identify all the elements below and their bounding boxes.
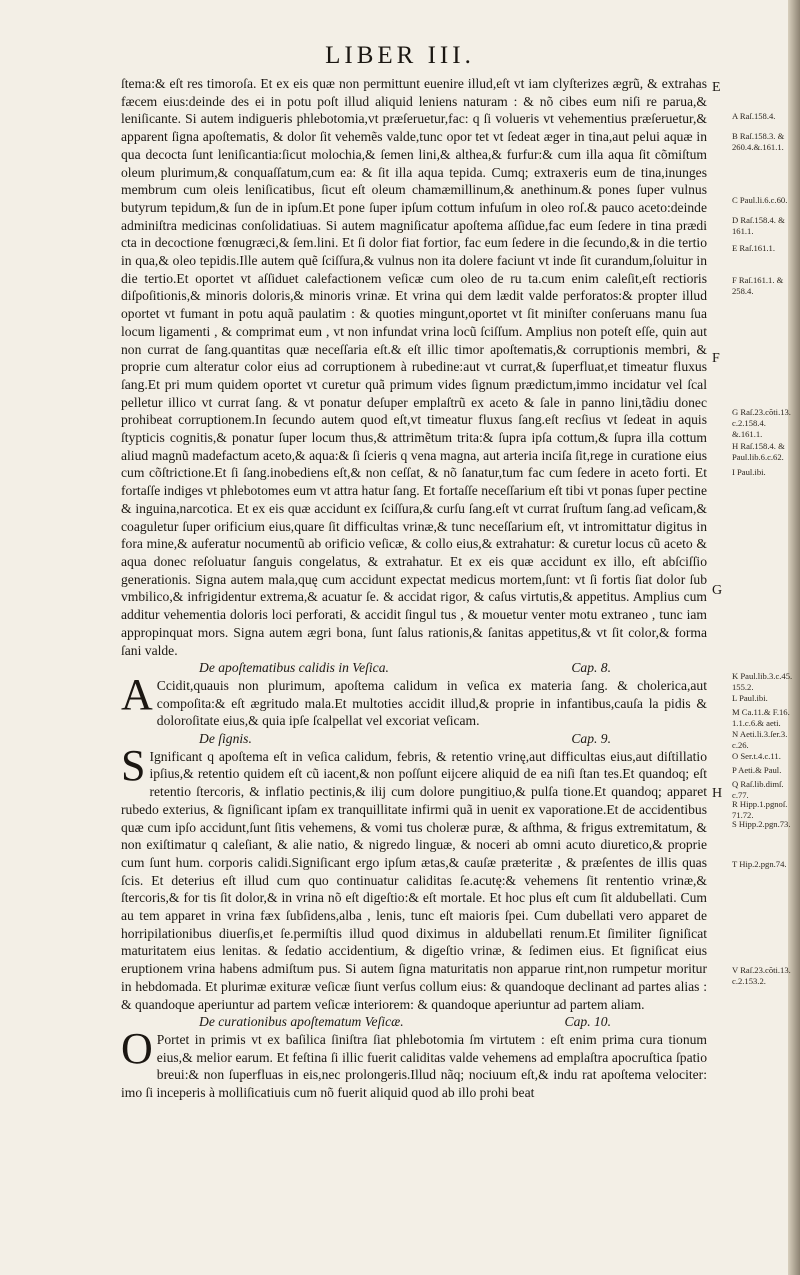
margin-note: S Hipp.2.pgn.73. — [732, 819, 791, 829]
chapter-number: Cap. 9. — [571, 731, 611, 747]
margin-note: R Hipp.1.pgnoſ. 71.72. — [732, 799, 788, 820]
margin-note: A Raſ.158.4. — [732, 111, 776, 121]
drop-cap: S — [121, 740, 146, 790]
margin-note: V Raſ.23.cõti.13. c.2.153.2. — [732, 965, 791, 986]
drop-cap: A — [121, 669, 153, 719]
section-letter: E — [712, 80, 721, 95]
chapter-heading — [121, 1013, 707, 1031]
section-letter: F — [712, 351, 720, 366]
drop-cap: O — [121, 1023, 153, 1073]
margin-note: Q Raſ.lib.dimſ. c.77. — [732, 779, 784, 800]
margin-note: O Ser.t.4.c.11. — [732, 751, 781, 761]
chapter-number: Cap. 10. — [564, 1014, 611, 1030]
chapter-number: Cap. 8. — [571, 660, 611, 676]
section-letter: G — [712, 583, 723, 598]
margin-note: D Raſ.158.4. & 161.1. — [732, 215, 785, 236]
margin-note: N Aeti.li.3.ſer.3. c.26. — [732, 729, 788, 750]
margin-note: G Raſ.23.cõti.13. c.2.158.4. &.161.1. — [732, 407, 791, 439]
main-text-block — [121, 75, 707, 1102]
margin-note: F Raſ.161.1. & 258.4. — [732, 275, 784, 296]
margin-note: P Aeti.& Paul. — [732, 765, 782, 775]
margin-note: T Hip.2.pgn.74. — [732, 859, 787, 869]
chapter-title: De curationibus apoſtematum Veſicæ. — [199, 1014, 404, 1030]
margin-note: M Ca.11.& F.16. 1.1.c.6.& aeti. — [732, 707, 790, 728]
chapter-heading — [121, 659, 707, 677]
margin-note: H Raſ.158.4. & Paul.lib.6.c.62. — [732, 441, 785, 462]
paragraph: O Portet in primis vt ex baſilica ſiniſtra ſiat phlebotomia ſm virtutem : eſt enim prima cura tionum eius,& melior earum. Et feſtina ſi illic fuerit caliditas valde vehemens ad emplaſtra apocruſtica ſpatio breui:& non ſuperfluas in eis,nec prolongeris.Illud nãq; nociuum eſt,& indu rat apoſtema velociter: imo ſi inceperis à molliſicatiuis cum nõ fuerit aliquid quod ab illo prohi beat — [121, 1023, 707, 1101]
page-gutter-shadow — [788, 0, 800, 1275]
margin-note: C Paul.li.6.c.60. — [732, 195, 788, 205]
margin-note: B Raſ.158.3. & 260.4.&.161.1. — [732, 131, 785, 152]
chapter-title: De ſignis. — [199, 731, 252, 747]
margin-note: K Paul.lib.3.c.45. 155.2. — [732, 671, 793, 692]
section-letter: H — [712, 786, 723, 801]
chapter-title: De apoſtematibus calidis in Veſica. — [199, 660, 389, 676]
running-head: LIBER III. — [325, 42, 475, 69]
paragraph: A Ccidit,quauis non plurimum, apoſtema calidum in veſica ex materia ſang. & cholerica,aut compoſita:& eſt ægritudo mala.Et multoties accidit illud,& proprie in infantibus,cauſa la pidis & doloroſitate eius,& quia ipſe ſcalpellat vel excoriat veſicam. — [121, 669, 707, 729]
margin-note: L Paul.ibi. — [732, 693, 768, 703]
paragraph: ſtema:& eſt res timoroſa. Et ex eis quæ non permittunt euenire illud,eſt vt iam clyſterizes ægrũ, & extrahas fæcem eius:deinde des ei in potu poſt illud aliquid leniens naturam : & nõ cibes eum niſi re parua,& leniſicante. Si autem indigueris phlebotomia,vt præſeruetur,fac: q ſi volueris vt vehementius præſeruetur,& apparent ſigna apoſtematis, & dolor ſit vehemẽs valde,tunc opor tet vt ſedeat æger in tina,aut pelui aquæ in qua decocta ſunt leniſicantia:ſicut molochia,& ſemen lini,& althea,& furfur:& cum illa aqua ſit cõmiſtum oleum plurimum,& conquaſſatum,cum ea: & ſit illa aqua tepida. Cumq; extraxeris eum de tina,inunges membrum cum oleis leniſicatibus, ſicut eſt oleum chamæmillinum,& anethinum.& pones ſuper vulnus butyrum tepidum,& ſun de in ipſum.Et pone ſuper ipſum cottum infuſum in oleo roſ.& pauco aceto:deinde adminiſtra medicinas conſolidatiuas. Si autem magniſicatur apoſtema aſſidue,fac eum ſedere in tina prædi cta in decoctione fœnugræci,& ſem.lini. Et ſi dolor fiat fortior, fac eum ſedere in die ſecundo,& in die tertio in qua,& oleo tepidis.Ille autem quẽ ſciſſura,& vulnus non ita dolere faciunt vt inde ſit curandum,ſoluitur in die tertio.Et oportet vt aſſiduet calefactionem veſicæ cum oleo de ru ta.cum enim caleſit,eſt rectioris diſpoſitionis,& minoris doloris,& minoris vrinæ. Et vrina qui dem lædit valde perforatos:& propter illud oportet vt fumant in potu aquã paulatim : & quoties mingunt,oportet vt ſit miniſter conſeruans manu ſua locum ligamenti , & comprimat eum , vt non infundat vrina locũ ſciſſum. Amplius non poteſt eſſe, quin aut non currat de ſang.quantitas quæ neceſſaria eſt.& eſt illic timor apoſtematis,& corruptionis membri, & proprie cum alteratur color eius ad corruptionem à rubedine:aut vt currat,& ſuperfluat,et timeatur fluxus ſang.Et pri mum quidem oportet vt curetur quã primum vides ſignum prædictum,immo incidatur vel ſcal pelletur illico vt currat ſang. & vt ponatur deſuper emplaſtrũ ex aceto & ſale in panno lini,tãdiu donec prohibeat corruptionem.In ſecundo autem quod eſt,vt timeatur fluxus ſang.eſt recſius vt ſedeat in aquis ſtypticis cognitis,& ponatur ſuper locum thus,& attrimẽtum trita:& ſupra ipſa cottum,& ſupra illa cottum aliud magnũ madefactum aceto,& aqua:& ſi ſcieris q vena magna, aut arteria inciſa ſit,rege in curatione eius cum cõſtrictione.Et ſi ſang.inobediens eſt,& non ceſſat, & nõ ſanatur,tum fac cum ſedere in aceto forti. Et fortaſſe indiges vt phlebotomes eum vt attra hatur ſang. Et fortaſſe neceſſarium eſt tibi vt ponas ſuper pectine & inguina,narcotica. Et ex eis quæ accidunt ex ſciſſura,& curſu ſang.eſt vt currat ſruſtum ſang.ad veſicam,& coaguletur ſuper orificium eius,quare ſit difficultas vrinæ,& tunc neceſſarium eſt, vt intromittatur digitus in fora mine,& auferatur nocumentũ ab orificio veſicæ, & collo eius,& extrahatur: & curetur locus cũ aceto & aqua donec reſoluatur ſanguis congelatus, & extrahatur. Et ex eis quæ accidunt ex illo, eſt abſciſſio generationis. Signa autem mala,quę cum accidunt expectat medicus mortem,ſunt: vt ſi fortis ſiat dolor ſub vmbilico,& infrigidentur extrema,& acuatur ſe. & accidat rigor, & caſus virtutis,& appetitus. Amplius cum additur vehementia doloris loci perforati, & accidit ſingul tus , & mouetur venter motu extraneo , tunc iam appropinquat mors. Signa autem ægri bona, ſunt ſalus rationis,& ſanitas appetitus,& vt ſit color,& forma ſani valde. — [121, 76, 707, 658]
paragraph: S Ignificant q apoſtema eſt in veſica calidum, febris, & retentio vrinę,aut difficultas eius,aut diſtillatio ipſius,& retentio quidem eſt cũ iacent,& non poſſunt eijcere aliquid de ea niſi ſtan tes.Et quandoq; eſt retentio ſtercoris, & inflatio pectinis,& ilij cum dolore pungitiuo,& pulſa tione.Et quandoq; apparet rubedo exterius, & ſigniſicant ipſam ex tranquillitate infirmi quã in uenit ex vaporatione.Et de accidentibus quæ cum ipſo accidunt,ſunt ſitis vehemens, & vomi tus choleræ puræ, & aſthma, & frigus extremitatum, & non exiſtimatur q caleſiant, & alie natio, & nigredo linguæ, & noceri ab omni acuto diuretico,& proprie cum ſunt hum. corporis calidi.Signiſicant ergo ipſum ætas,& cauſæ præteritæ , & præſentes de illis quas ſcis. Et deterius eſt illud cum quo continuatur caliditas ſe.acutę:& vehemens ſit rententio vrinæ,& ſtercoris,& for tis ſit dolor,& in vrina nõ eſt digeſtio:& eſt mortale. Et hoc plus eſt cum ſit aldubellati. Cum au tem apparet in vrina fæx ſubſidens,alba , lenis, tunc eſt maioris ſpei. Cum dubellati vero apparet de horripilationibus diuerſis,et ſe.permiſtis illud quod diximus in aldubellati renum.Et ſimiliter ſigniſicat maturitatem eius lenitas. & ſedatio accidentium, & digeſtio vrinæ, & ſedimen eius. Et ſigniſicat eius eruptionem vrina habens admiſtum pus. Si autem ſigna maturitatis non apparue rint,non rumpetur moritur in hebdomada. Et plurimæ exituræ veſicæ ſiunt verſus collum eius: & quandoque declinant ad partes alias : & quandoque aperiuntur ad partem veſicæ interiorem: & quandoque aperiuntur ad partem aliam. — [121, 740, 707, 1012]
margin-note: E Raſ.161.1. — [732, 243, 775, 253]
chapter-heading — [121, 730, 707, 748]
margin-note: I Paul.ibi. — [732, 467, 766, 477]
